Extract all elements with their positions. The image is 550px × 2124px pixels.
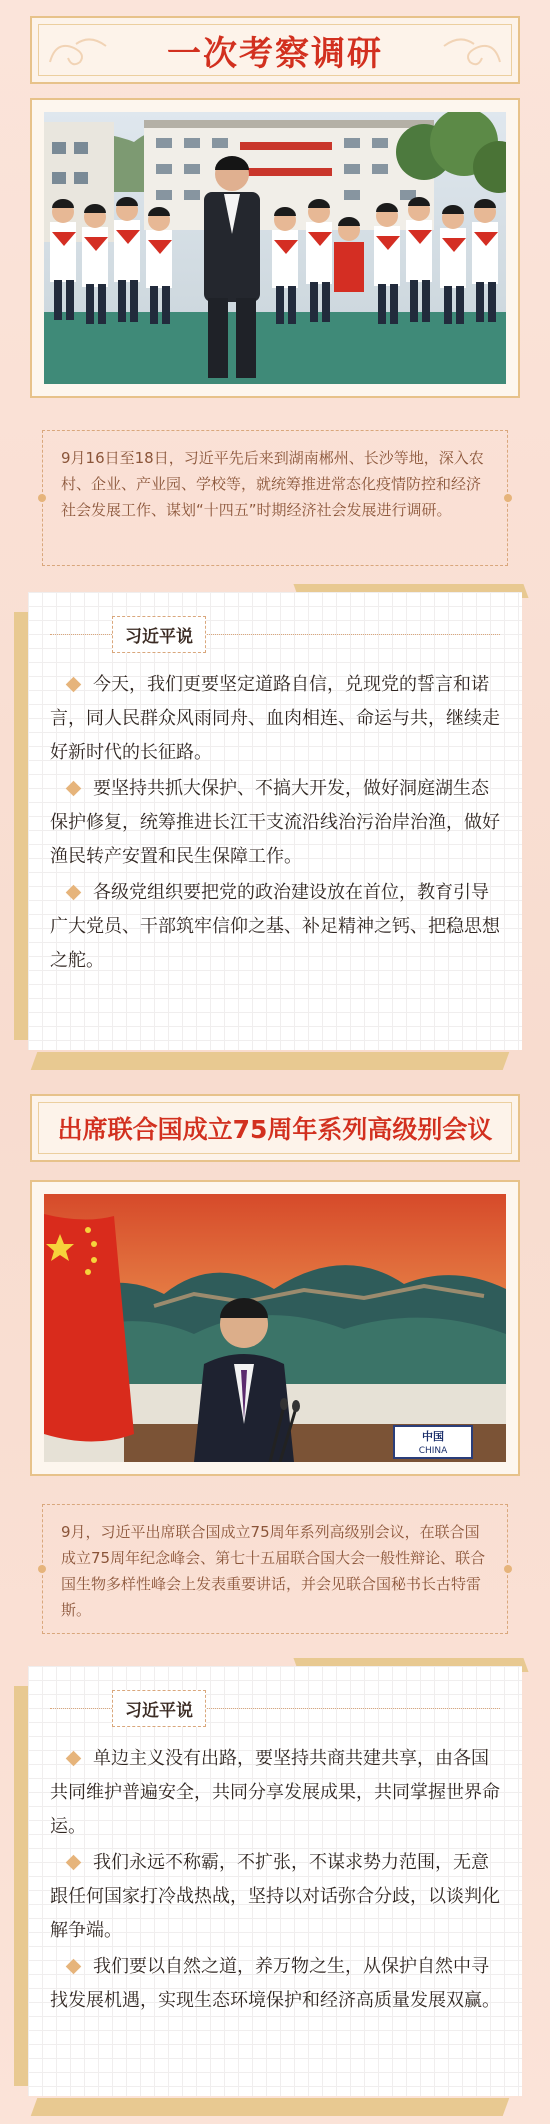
diamond-bullet-icon xyxy=(66,676,82,692)
diamond-bullet-icon xyxy=(66,1750,82,1766)
section1-title: 一次考察调研 xyxy=(167,33,383,74)
section1-caption-text: 9月16日至18日，习近平先后来到湖南郴州、长沙等地，深入农村、企业、产业园、学校等，就统筹推进常态化疫情防控和经济社会发展工作、谋划“十四五”时期经济社会发展进行调研。 xyxy=(61,449,484,519)
section1-photo xyxy=(44,112,506,384)
nameplate-cn: 中国 xyxy=(422,1430,444,1443)
quote-paragraph: 各级党组织要把党的政治建设放在首位，教育引导广大党员、干部筑牢信仰之基、补足精神之钙、把稳思想之舵。 xyxy=(50,882,500,971)
section2-title: 出席联合国成立75周年系列高级别会议 xyxy=(57,1115,493,1144)
diamond-bullet-icon xyxy=(66,1958,82,1974)
section2-photo xyxy=(44,1194,506,1462)
section1-caption-box xyxy=(42,430,508,566)
section2-photo-frame xyxy=(30,1180,520,1476)
quote-paragraph: 要坚持共抓大保护、不搞大开发，做好洞庭湖生态保护修复，统筹推进长江干支流沿线治污治岸治渔，做好渔民转产安置和民生保障工作。 xyxy=(50,778,500,867)
quote-paragraph: 我们永远不称霸，不扩张，不谋求势力范围，无意跟任何国家打冷战热战，坚持以对话弥合分歧，以谈判化解争端。 xyxy=(50,1852,500,1941)
un-speech-photo xyxy=(44,1194,506,1462)
section1-photo-frame xyxy=(30,98,520,398)
cloud-ornament-icon xyxy=(46,32,116,68)
section1-quote-label: 习近平说 xyxy=(112,616,206,653)
section2-title-banner xyxy=(30,1094,520,1162)
section2-quote-card xyxy=(14,1666,536,2106)
diamond-bullet-icon xyxy=(66,780,82,796)
school-visit-photo xyxy=(44,112,506,384)
section2-caption-text: 9月，习近平出席联合国成立75周年系列高级别会议，在联合国成立75周年纪念峰会、第七十五届联合国大会一般性辩论、联合国生物多样性峰会上发表重要讲话，并会见联合国秘书长古特雷斯。 xyxy=(61,1523,486,1619)
nameplate-en: CHINA xyxy=(418,1446,448,1456)
dot-ornament-icon xyxy=(38,494,46,502)
quote-paragraph: 我们要以自然之道，养万物之生，从保护自然中寻找发展机遇，实现生态环境保护和经济高质量发展双赢。 xyxy=(50,1956,500,2011)
section2-caption-box xyxy=(42,1504,508,1634)
section2-quote-label: 习近平说 xyxy=(112,1690,206,1727)
diamond-bullet-icon xyxy=(66,1854,82,1870)
section1-quote-card xyxy=(14,592,536,1060)
cloud-ornament-icon xyxy=(434,32,504,68)
diamond-bullet-icon xyxy=(66,884,82,900)
quote-paragraph: 单边主义没有出路，要坚持共商共建共享，由各国共同维护普遍安全，共同分享发展成果，共同掌握世界命运。 xyxy=(50,1748,500,1837)
quote-paragraph: 今天，我们更要坚定道路自信，兑现党的誓言和诺言，同人民群众风雨同舟、血肉相连、命运与共，继续走好新时代的长征路。 xyxy=(50,674,500,763)
section1-title-banner xyxy=(30,16,520,84)
dot-ornament-icon xyxy=(38,1565,46,1573)
dot-ornament-icon xyxy=(504,1565,512,1573)
dot-ornament-icon xyxy=(504,494,512,502)
